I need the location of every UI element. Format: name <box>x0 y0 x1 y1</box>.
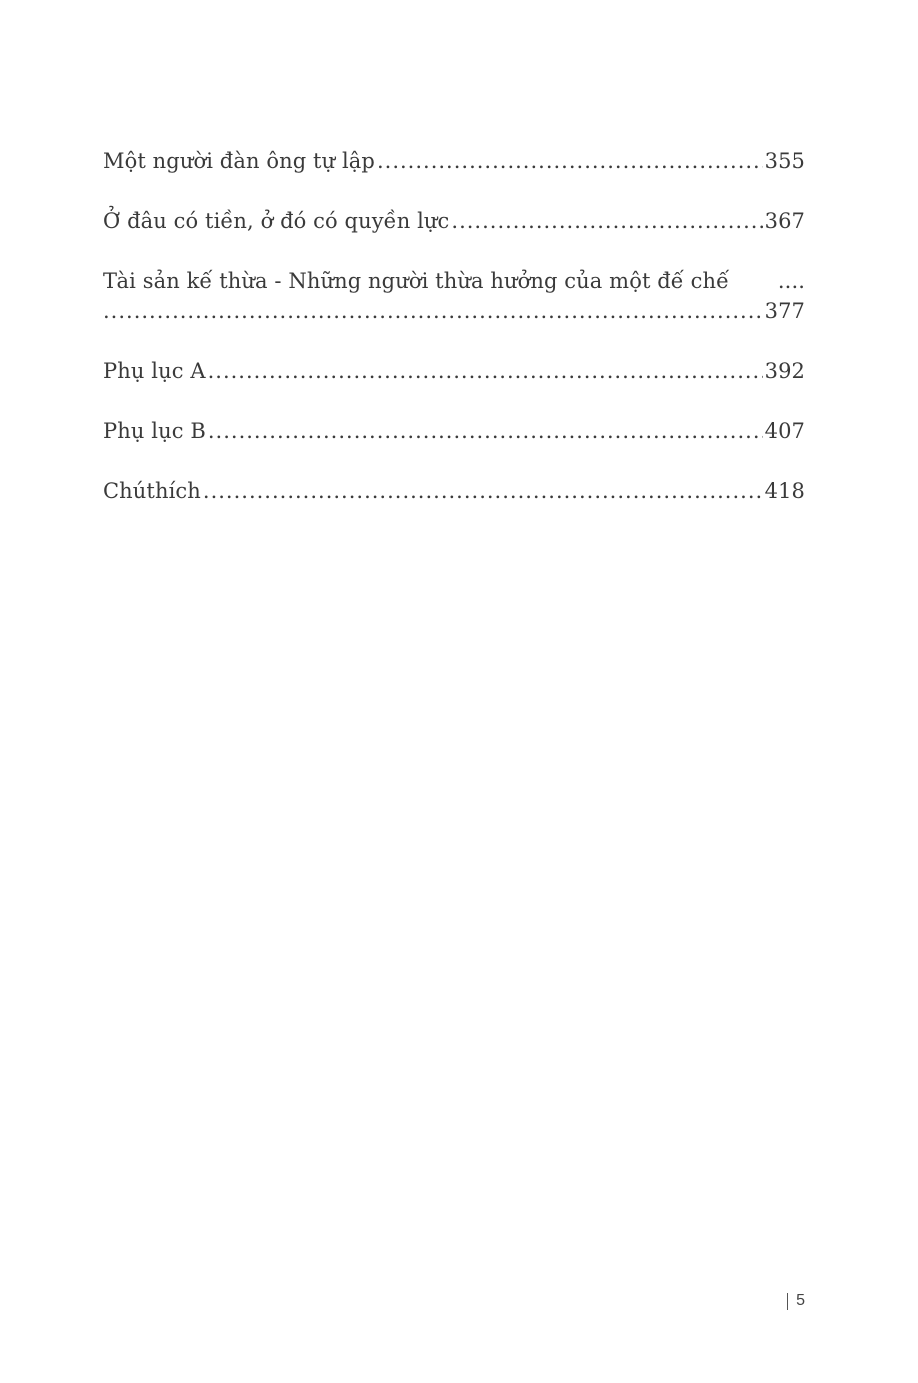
toc-entry-page: 367 <box>764 209 805 233</box>
table-of-contents <box>103 146 805 536</box>
dot-leader <box>203 476 763 506</box>
toc-entry-title: Tài sản kế thừa - Những người thừa hưởng của một đế chế <box>103 269 730 293</box>
toc-entry-page: 392 <box>764 359 805 383</box>
toc-entry-page: 418 <box>764 479 805 503</box>
page-number: 5 <box>796 1292 805 1309</box>
toc-entry[interactable] <box>103 416 805 446</box>
dot-leader-trailing: .... <box>777 269 805 293</box>
toc-entry[interactable] <box>103 266 805 326</box>
toc-entry-title: Một người đàn ông tự lập <box>103 149 375 173</box>
toc-entry[interactable] <box>103 206 805 236</box>
footer-divider <box>787 1293 788 1310</box>
dot-leader <box>451 206 762 236</box>
toc-entry-title: Phụ lục A <box>103 359 206 383</box>
toc-entry[interactable] <box>103 476 805 506</box>
dot-leader <box>208 416 763 446</box>
dot-leader <box>103 296 763 326</box>
dot-leader <box>208 356 763 386</box>
toc-entry-page: 407 <box>764 419 805 443</box>
dot-leader <box>377 146 763 176</box>
toc-entry-title: Ở đâu có tiền, ở đó có quyền lực <box>103 209 450 233</box>
page-footer <box>787 1292 805 1310</box>
toc-entry-title: Phụ lục B <box>103 419 206 443</box>
toc-entry-page: 377 <box>764 299 805 323</box>
toc-entry-page: 355 <box>764 149 805 173</box>
toc-entry[interactable] <box>103 356 805 386</box>
toc-entry[interactable] <box>103 146 805 176</box>
toc-entry-title: Chúthích <box>103 479 201 503</box>
